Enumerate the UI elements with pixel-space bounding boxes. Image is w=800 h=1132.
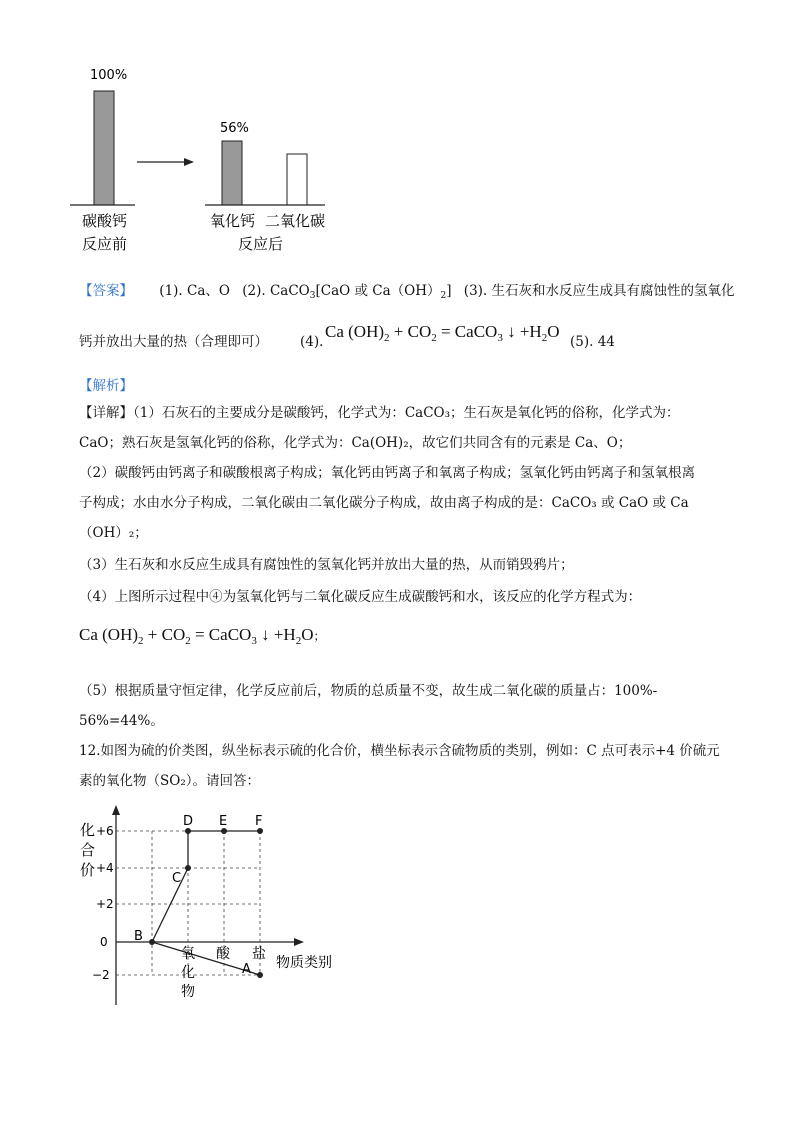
- label-f: F: [255, 814, 263, 829]
- ytick-6: +6: [96, 824, 114, 838]
- before-caption: 反应前: [82, 235, 128, 253]
- answer-part3: (3). 生石灰和水反应生成具有腐蚀性的氢氧化: [463, 283, 735, 299]
- before-percent-label: 100%: [90, 68, 128, 83]
- caco3-before-bar: [94, 91, 114, 205]
- ylabel-2: 合: [80, 841, 96, 859]
- xcat-oxide-1: 氧: [181, 946, 195, 962]
- label-b: B: [134, 929, 143, 944]
- answer-part1: (1). Ca、O: [159, 283, 230, 299]
- xcat-acid: 酸: [216, 946, 230, 962]
- reaction-bar-diagram: [60, 60, 360, 260]
- analysis-tag: 【解析】: [79, 378, 133, 394]
- question12-line-2: 素的氧化物（SO₂）。请回答：: [79, 773, 260, 789]
- answer-part3-cont: 钙并放出大量的热（合理即可）: [79, 334, 268, 350]
- answer-equation: Ca $(OH)_2 + CO_2$ = CaCO$_3$ ↓ $+H_2O$: [325, 322, 560, 344]
- analysis-line-7: （4）上图所示过程中④为氢氧化钙与二氧化碳反应生成碳酸钙和水，该反应的化学方程式为：: [79, 589, 642, 605]
- ytick-neg2: −2: [92, 968, 110, 982]
- caco3-label: 碳酸钙: [82, 212, 128, 230]
- analysis-line-4: 子构成；水由水分子构成，二氧化碳由二氧化碳分子构成，故由离子构成的是：CaCO₃ 或 CaO 或 Ca: [79, 495, 689, 511]
- xcat-oxide-3: 物: [181, 984, 195, 1000]
- analysis-line-2: CaO；熟石灰是氢氧化钙的俗称，化学式为：Ca(OH)₂，故它们共同含有的元素是 Ca、O；: [79, 435, 632, 451]
- sulfur-valence-diagram: [70, 805, 370, 1015]
- cao-after-bar: [222, 141, 242, 205]
- ytick-4: +4: [96, 861, 114, 875]
- answer-line-1: [79, 281, 735, 306]
- analysis-line-1: 【详解】（1）石灰石的主要成分是碳酸钙，化学式为：CaCO₃；生石灰是氧化钙的俗称，化学式为：: [79, 405, 680, 421]
- xcat-salt: 盐: [252, 946, 266, 962]
- analysis-line-9: 56%=44%。: [79, 713, 164, 729]
- xlabel: 物质类别: [276, 955, 332, 971]
- answer-part2: (2). CaCO$_3$[CaO 或 $Ca(OH)_2$]: [242, 283, 452, 301]
- cao-label: 氧化钙: [210, 212, 256, 230]
- after-caption: 反应后: [238, 235, 284, 253]
- analysis-line-3: （2）碳酸钙由钙离子和碳酸根离子构成；氧化钙由钙离子和氧离子构成；氢氧化钙由钙离子和氢氧根离: [79, 465, 696, 481]
- path-lines: [152, 831, 260, 975]
- analysis-equation: Ca $(OH)_2 + CO_2$ = CaCO$_3$ ↓ $+H_2O$；: [79, 625, 326, 647]
- co2-label: 二氧化碳: [265, 212, 326, 230]
- analysis-line-6: （3）生石灰和水反应生成具有腐蚀性的氢氧化钙并放出大量的热，从而销毁鸦片；: [79, 557, 574, 573]
- ytick-2: +2: [96, 897, 114, 911]
- point-a: [257, 972, 263, 978]
- point-c: [185, 865, 191, 871]
- answer-line-2: [79, 332, 268, 352]
- ytick-0: 0: [100, 935, 108, 949]
- point-b: [149, 939, 155, 945]
- label-a: A: [242, 962, 251, 977]
- label-c: C: [172, 871, 182, 886]
- ylabel-1: 化: [80, 821, 96, 839]
- label-e: E: [219, 814, 228, 829]
- after-percent-label: 56%: [220, 121, 249, 136]
- co2-after-bar: [287, 154, 307, 205]
- analysis-line-8: （5）根据质量守恒定律，化学反应前后，物质的总质量不变，故生成二氧化碳的质量占：100%-: [79, 683, 658, 699]
- answer-part5: (5). 44: [570, 334, 615, 350]
- answer-tag: 【答案】: [79, 283, 133, 299]
- answer-part4: (4).: [300, 334, 324, 350]
- ylabel-3: 价: [80, 861, 96, 879]
- xcat-oxide-2: 化: [181, 965, 195, 981]
- arrow-head: [184, 158, 194, 166]
- analysis-line-5: （OH）₂；: [79, 525, 148, 541]
- points: [149, 828, 263, 978]
- question12-line-1: 12.如图为硫的价类图，纵坐标表示硫的化合价，横坐标表示含硫物质的类别，例如：C 点可表示+4 价硫元: [79, 743, 720, 759]
- label-d: D: [183, 814, 194, 829]
- y-axis-arrow: [112, 805, 120, 815]
- x-axis-arrow: [294, 938, 304, 946]
